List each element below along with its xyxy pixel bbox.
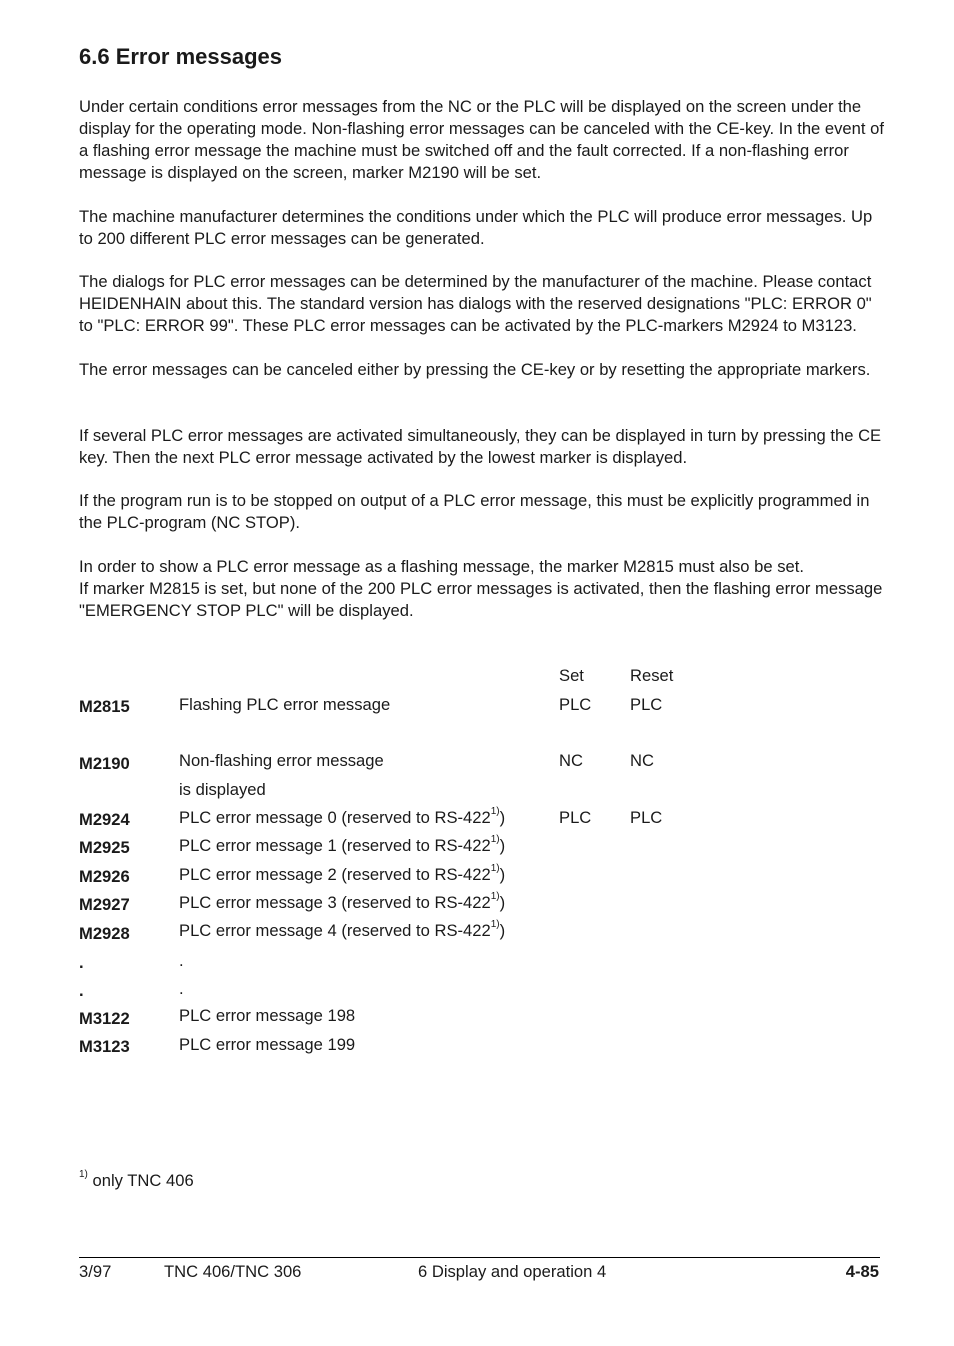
paragraph-flashing: In order to show a PLC error message as a flashing message, the marker M2815 must also be set. <box>79 557 804 576</box>
paragraph-dialogs: The dialogs for PLC error messages can be determined by the manufacturer of the machine. Please contact HEIDENHAIN about this. The standard version has dialogs with the reserved designations "PLC: ERROR 0" to "PLC: ERROR 99". These PLC error messages can be activated by the PLC-markers M2924 to M3123. <box>79 272 872 335</box>
marker-code: M2928 <box>79 924 130 943</box>
paragraph-several: If several PLC error messages are activated simultaneously, they can be displayed in turn by pressing the CE key. Then the next PLC error message activated by the lowest marker is displayed. <box>79 426 882 467</box>
section-heading: 6.6 Error messages <box>79 44 283 69</box>
column-header-set: Set <box>559 666 584 685</box>
footnote-ref: 1) <box>490 919 500 931</box>
paragraph-emergency: If marker M2815 is set, but none of the 200 PLC error messages is activated, then the flashing error message "EMERGENCY STOP PLC" will be displayed. <box>79 579 883 620</box>
page-number: 4-85 <box>845 1262 879 1281</box>
marker-description: PLC error message 2 (reserved to RS-422$^{1)}$) <box>179 863 506 884</box>
marker-code: . <box>79 981 84 1000</box>
footnote-ref: 1) <box>490 806 500 818</box>
paragraph-intro: Under certain conditions error messages from the NC or the PLC will be displayed on the screen under the display for the operating mode. Non-flashing error messages can be canceled with the CE-key. In the event of a flashing error message the machine must be switched off and the fault corrected. If a non-flashing error message is displayed on the screen, marker M2190 will be set. <box>79 97 884 182</box>
paragraph-program-stop: If the program run is to be stopped on output of a PLC error message, this must be explicitly programmed in the PLC-program (NC STOP). <box>79 491 870 532</box>
footer-date: 3/97 <box>79 1262 112 1281</box>
marker-description: . <box>179 979 184 998</box>
marker-description: PLC error message 199 <box>179 1035 356 1054</box>
marker-code: M2924 <box>79 810 130 829</box>
marker-code: M2925 <box>79 838 130 857</box>
footnote <box>79 1170 194 1192</box>
footer-chapter: 6 Display and operation 4 <box>418 1262 607 1281</box>
paragraph-manufacturer: The machine manufacturer determines the conditions under which the PLC will produce error messages. Up to 200 different PLC error messages can be generated. <box>79 207 873 248</box>
marker-description: is displayed <box>179 780 266 799</box>
marker-reset-by: NC <box>630 751 654 770</box>
marker-code: M3122 <box>79 1009 130 1028</box>
marker-description: . <box>179 951 184 970</box>
marker-set-by: PLC <box>559 808 592 827</box>
marker-set-by: NC <box>559 751 583 770</box>
marker-set-by: PLC <box>559 695 592 714</box>
marker-reset-by: PLC <box>630 808 663 827</box>
paragraph-cancel: The error messages can be canceled either by pressing the CE-key or by resetting the appropriate markers. <box>79 360 871 379</box>
footer-model: TNC 406/TNC 306 <box>164 1262 302 1281</box>
marker-code: M2815 <box>79 697 130 716</box>
marker-code: M2190 <box>79 754 130 773</box>
marker-description: Non-flashing error message <box>179 751 384 770</box>
footer-rule <box>79 1257 880 1258</box>
marker-code: M3123 <box>79 1037 130 1056</box>
marker-description: PLC error message 4 (reserved to RS-422$^{1)}$) <box>179 919 506 940</box>
marker-description: PLC error message 198 <box>179 1006 356 1025</box>
footnote-ref: 1) <box>490 891 500 903</box>
column-header-reset: Reset <box>630 666 674 685</box>
marker-code: M2926 <box>79 867 130 886</box>
marker-description: PLC error message 0 (reserved to RS-422$^{1)}$) <box>179 806 506 827</box>
marker-code: M2927 <box>79 895 130 914</box>
footnote-mark: 1) <box>79 1169 88 1181</box>
footnote-ref: 1) <box>490 834 500 846</box>
marker-description: Flashing PLC error message <box>179 695 391 714</box>
footnote-ref: 1) <box>490 863 500 875</box>
marker-reset-by: PLC <box>630 695 663 714</box>
footnote-text: only TNC 406 <box>87 1171 194 1190</box>
marker-code: . <box>79 953 84 972</box>
marker-description: PLC error message 1 (reserved to RS-422$^{1)}$) <box>179 834 506 855</box>
marker-description: PLC error message 3 (reserved to RS-422$^{1)}$) <box>179 891 506 912</box>
